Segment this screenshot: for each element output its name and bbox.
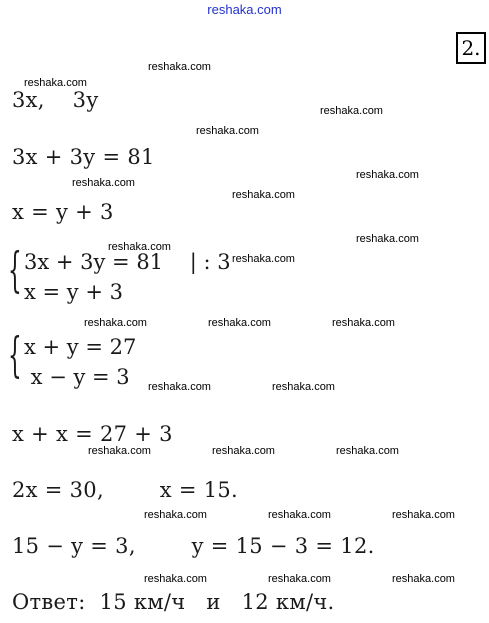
watermark: reshaka.com: [232, 189, 295, 201]
watermark: reshaka.com: [356, 233, 419, 245]
math-line-solve-x: 2x = 30, x = 15.: [12, 478, 239, 502]
watermark: reshaka.com: [24, 77, 87, 89]
watermark: reshaka.com: [356, 169, 419, 181]
watermark: reshaka.com: [332, 317, 395, 329]
watermark: reshaka.com: [336, 445, 399, 457]
watermark: reshaka.com: [148, 61, 211, 73]
watermark: reshaka.com: [272, 381, 335, 393]
watermark: reshaka.com: [392, 573, 455, 585]
brace-symbol: {: [8, 242, 22, 298]
watermark: reshaka.com: [268, 573, 331, 585]
watermark: reshaka.com: [208, 317, 271, 329]
system-1-row-2: x = y + 3: [24, 280, 123, 304]
watermark: reshaka.com: [268, 509, 331, 521]
watermark: reshaka.com: [392, 509, 455, 521]
system-1-row-1: 3x + 3y = 81 | : 3: [24, 250, 231, 274]
answer-line: Ответ: 15 км/ч и 12 км/ч.: [12, 590, 335, 614]
math-line-solve-y: 15 − y = 3, y = 15 − 3 = 12.: [12, 534, 375, 558]
math-line-unknowns: 3x, 3y: [12, 88, 99, 112]
watermark: reshaka.com: [84, 317, 147, 329]
watermark: reshaka.com: [144, 509, 207, 521]
watermark: reshaka.com: [72, 177, 135, 189]
watermark: reshaka.com: [320, 105, 383, 117]
system-2-row-2: x − y = 3: [24, 365, 130, 389]
watermark: reshaka.com: [196, 125, 259, 137]
brace-symbol: {: [8, 327, 22, 383]
math-line-sum-equation: 3x + 3y = 81: [12, 145, 155, 169]
watermark: reshaka.com: [144, 573, 207, 585]
watermark: reshaka.com: [148, 381, 211, 393]
watermark: reshaka.com: [88, 445, 151, 457]
watermark: reshaka.com: [232, 253, 295, 265]
site-header[interactable]: reshaka.com: [207, 2, 282, 17]
problem-number: 2.: [456, 32, 486, 64]
math-line-addition: x + x = 27 + 3: [12, 422, 173, 446]
math-line-difference-equation: x = y + 3: [12, 200, 114, 224]
system-2-row-1: x + y = 27: [24, 335, 137, 359]
watermark: reshaka.com: [212, 445, 275, 457]
watermark: reshaka.com: [108, 241, 171, 253]
